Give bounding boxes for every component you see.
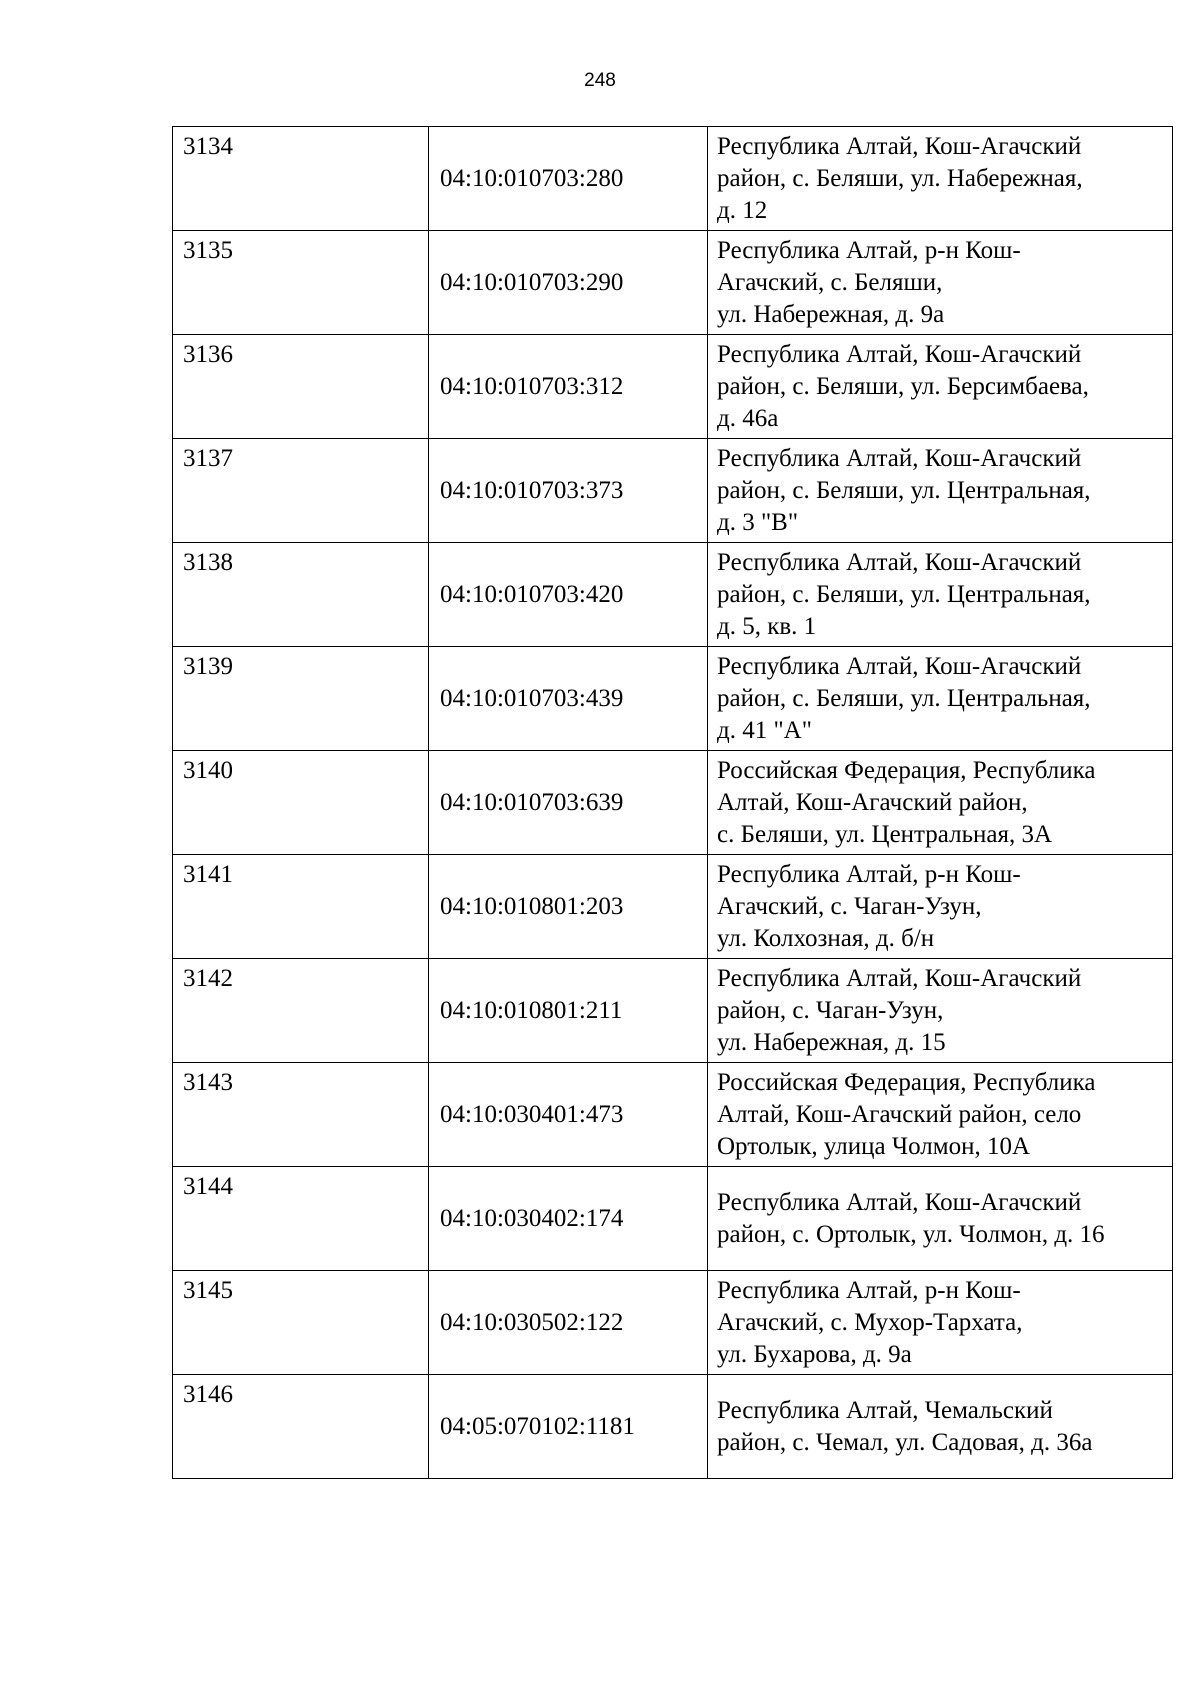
address: Российская Федерация, Республика Алтай, Кош-Агачский район, село Ортолык, улица Чолмон, 10А <box>708 1063 1173 1167</box>
address: Республика Алтай, Кош-Агачский район, с. Беляши, ул. Набережная, д. 12 <box>708 127 1173 231</box>
cadastral-number: 04:10:010703:373 <box>429 439 708 543</box>
address: Республика Алтай, р-н Кош- Агачский, с. Чаган-Узун, ул. Колхозная, д. б/н <box>708 855 1173 959</box>
table-row <box>173 1063 1173 1167</box>
table-row <box>173 1271 1173 1375</box>
address: Республика Алтай, р-н Кош- Агачский, с. Мухор-Тархата, ул. Бухарова, д. 9а <box>708 1271 1173 1375</box>
page-number: 248 <box>584 70 616 91</box>
address: Республика Алтай, Кош-Агачский район, с. Ортолык, ул. Чолмон, д. 16 <box>708 1167 1173 1271</box>
address: Республика Алтай, Кош-Агачский район, с. Беляши, ул. Центральная, д. 41 "А" <box>708 647 1173 751</box>
table-row <box>173 1375 1173 1479</box>
cadastral-number: 04:10:010703:639 <box>429 751 708 855</box>
address: Республика Алтай, Кош-Агачский район, с. Беляши, ул. Центральная, д. 5, кв. 1 <box>708 543 1173 647</box>
row-number: 3140 <box>173 751 429 855</box>
table-row <box>173 543 1173 647</box>
cadastral-number: 04:10:010703:290 <box>429 231 708 335</box>
row-number: 3143 <box>173 1063 429 1167</box>
cadastral-number: 04:10:010703:420 <box>429 543 708 647</box>
address: Республика Алтай, Чемальский район, с. Чемал, ул. Садовая, д. 36а <box>708 1375 1173 1479</box>
table-row <box>173 855 1173 959</box>
cadastral-number: 04:10:010703:439 <box>429 647 708 751</box>
table-row <box>173 127 1173 231</box>
row-number: 3144 <box>173 1167 429 1271</box>
row-number: 3145 <box>173 1271 429 1375</box>
address: Республика Алтай, Кош-Агачский район, с. Чаган-Узун, ул. Набережная, д. 15 <box>708 959 1173 1063</box>
address: Республика Алтай, р-н Кош- Агачский, с. Беляши, ул. Набережная, д. 9а <box>708 231 1173 335</box>
cadastral-number: 04:10:010703:280 <box>429 127 708 231</box>
table-row <box>173 439 1173 543</box>
row-number: 3139 <box>173 647 429 751</box>
cadastral-number: 04:10:030502:122 <box>429 1271 708 1375</box>
row-number: 3141 <box>173 855 429 959</box>
cadastral-number: 04:10:010703:312 <box>429 335 708 439</box>
cadastral-number: 04:10:010801:211 <box>429 959 708 1063</box>
row-number: 3137 <box>173 439 429 543</box>
table-row <box>173 647 1173 751</box>
row-number: 3138 <box>173 543 429 647</box>
table-row <box>173 335 1173 439</box>
registry-table <box>172 126 1173 1479</box>
cadastral-number: 04:10:030401:473 <box>429 1063 708 1167</box>
cadastral-number: 04:10:010801:203 <box>429 855 708 959</box>
table-row <box>173 1167 1173 1271</box>
table-row <box>173 959 1173 1063</box>
cadastral-number: 04:05:070102:1181 <box>429 1375 708 1479</box>
table-row <box>173 231 1173 335</box>
address: Республика Алтай, Кош-Агачский район, с. Беляши, ул. Берсимбаева, д. 46а <box>708 335 1173 439</box>
row-number: 3142 <box>173 959 429 1063</box>
address: Республика Алтай, Кош-Агачский район, с. Беляши, ул. Центральная, д. 3 "В" <box>708 439 1173 543</box>
row-number: 3146 <box>173 1375 429 1479</box>
row-number: 3135 <box>173 231 429 335</box>
row-number: 3134 <box>173 127 429 231</box>
row-number: 3136 <box>173 335 429 439</box>
cadastral-number: 04:10:030402:174 <box>429 1167 708 1271</box>
address: Российская Федерация, Республика Алтай, Кош-Агачский район, с. Беляши, ул. Центральная, 3А <box>708 751 1173 855</box>
table-row <box>173 751 1173 855</box>
